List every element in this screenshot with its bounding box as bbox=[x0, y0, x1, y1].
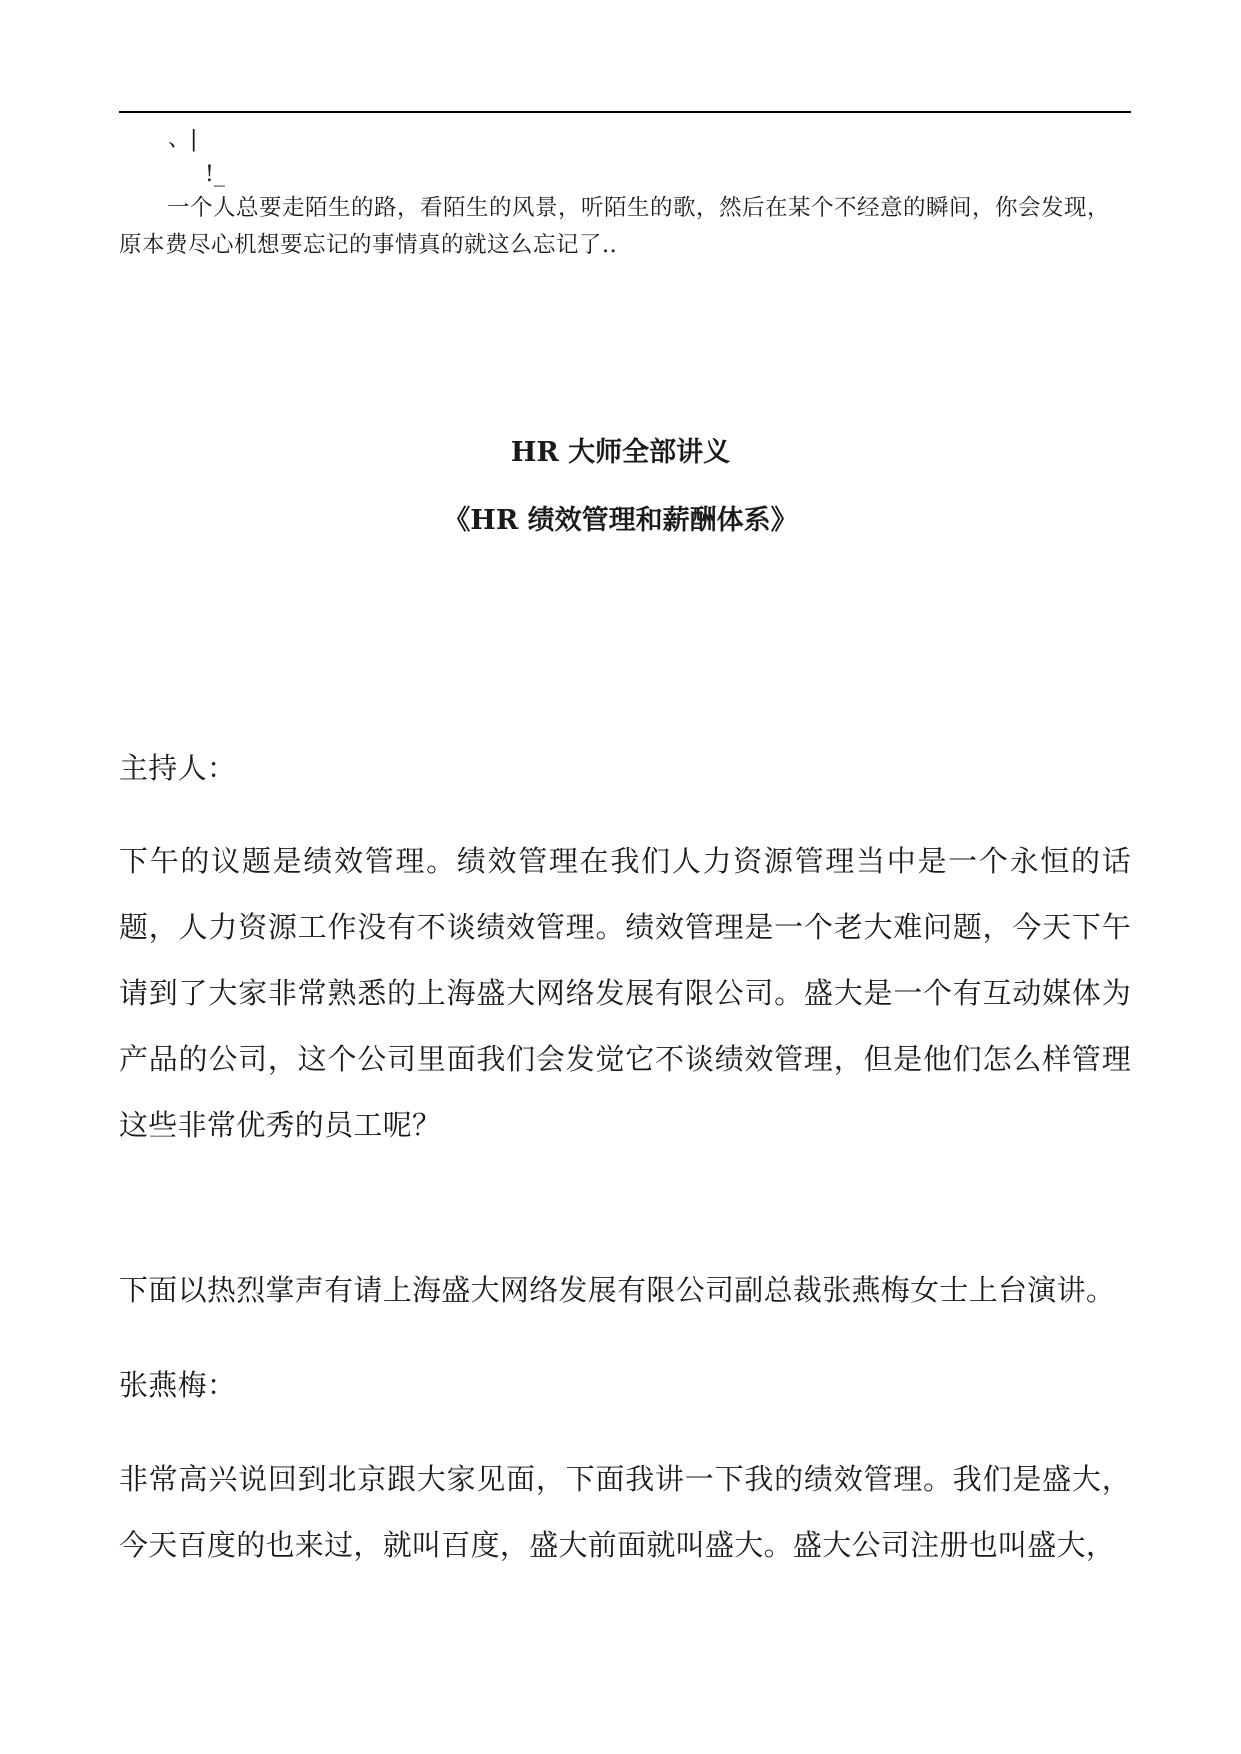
header-mark-line2: !_ bbox=[205, 162, 225, 187]
introduce-paragraph: 下面以热烈掌声有请上海盛大网络发展有限公司副总裁张燕梅女士上台演讲。 bbox=[119, 1273, 1116, 1307]
speaker-label: 张燕梅： bbox=[119, 1368, 237, 1402]
host-paragraph: 下午的议题是绩效管理。绩效管理在我们人力资源管理当中是一个永恒的话题，人力资源工作没有不谈绩效管理。绩效管理是一个老大难问题，今天下午请到了大家非常熟悉的上海盛大网络发展有限公司。盛大是一个有互动媒体为产品的公司，这个公司里面我们会发觉它不谈绩效管理，但是他们怎么样管理这些非常优秀的员工呢？ bbox=[119, 844, 1131, 1142]
document-subtitle: 《HR 绩效管理和薪酬体系》 bbox=[443, 505, 798, 536]
header-rule bbox=[119, 111, 1131, 113]
header-mark-line1: 、| bbox=[168, 127, 198, 152]
document-title: HR 大师全部讲义 bbox=[510, 437, 731, 468]
intro-paragraph: 一个人总要走陌生的路，看陌生的风景，听陌生的歌，然后在某个不经意的瞬间，你会发现，原本费尽心机想要忘记的事情真的就这么忘记了.. bbox=[119, 195, 1111, 258]
speaker-paragraph: 非常高兴说回到北京跟大家见面，下面我讲一下我的绩效管理。我们是盛大，今天百度的也来过，就叫百度，盛大前面就叫盛大。盛大公司注册也叫盛大， bbox=[119, 1462, 1131, 1562]
host-label: 主持人： bbox=[119, 751, 237, 785]
